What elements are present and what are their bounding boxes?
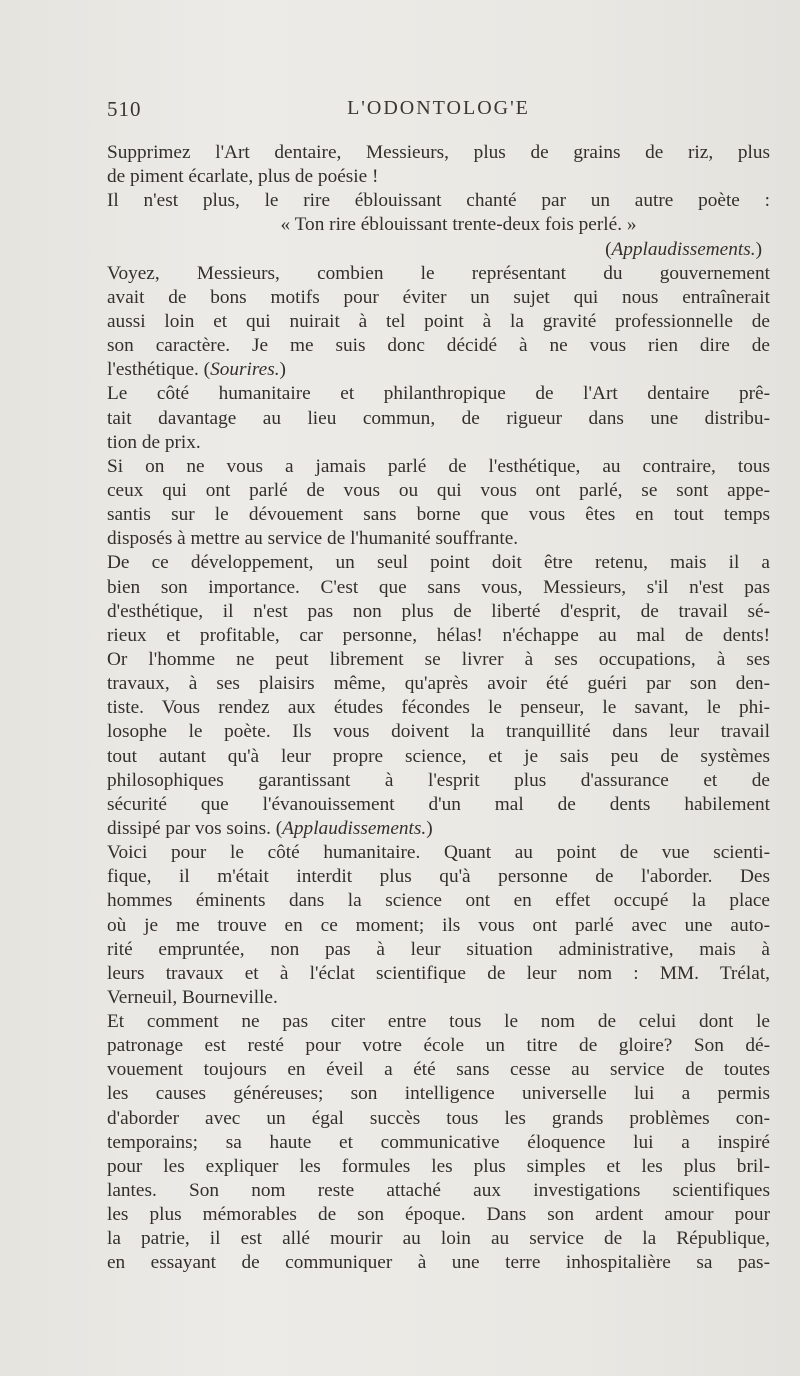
- text-line: Supprimez l'Art dentaire, Messieurs, plus de grains de riz, plus: [107, 142, 770, 163]
- text-line: aussi loin et qui nuirait à tel point à la gravité professionnelle de: [107, 310, 770, 332]
- text-line: Voyez, Messieurs, combien le représentant du gouvernement: [107, 262, 770, 284]
- text-line: disposés à mettre au service de l'humanité souffrante.: [107, 528, 519, 550]
- text-line: patronage est resté pour votre école un titre de gloire? Son dé-: [107, 1035, 770, 1057]
- text-line: lantes. Son nom reste attaché aux investigations scientifiques: [107, 1180, 770, 1202]
- running-title: L'ODONTOLOG'E: [347, 97, 530, 119]
- text-line: Voici pour le côté humanitaire. Quant au point de vue scienti-: [107, 842, 770, 864]
- text-line: en essayant de communiquer à une terre inhospitalière sa pas-: [107, 1252, 770, 1274]
- text-line: ceux qui ont parlé de vous ou qui vous ont parlé, se sont appe-: [107, 479, 770, 501]
- running-head: [107, 97, 770, 127]
- text-line: bien son importance. C'est que sans vous, Messieurs, s'il n'est pas: [107, 576, 770, 598]
- text-line: fique, il m'était interdit plus qu'à personne de l'aborder. Des: [107, 866, 770, 888]
- text-line: (Applaudissements.): [605, 238, 762, 260]
- text-line: d'aborder avec un égal succès tous les grands problèmes con-: [107, 1107, 770, 1129]
- text-line: les plus mémorables de son époque. Dans son ardent amour pour: [107, 1204, 770, 1226]
- text-line: vouement toujours en éveil a été sans cesse au service de toutes: [107, 1059, 770, 1081]
- page-number: 510: [107, 97, 142, 121]
- text-line: Or l'homme ne peut librement se livrer à ses occupations, à ses: [107, 648, 770, 670]
- text-line: les causes généreuses; son intelligence universelle lui a permis: [107, 1083, 770, 1105]
- text-line: philosophiques garantissant à l'esprit plus d'assurance et de: [107, 769, 770, 791]
- body-text: [107, 141, 770, 1276]
- text-line: sécurité que l'évanouissement d'un mal de dents habilement: [107, 793, 770, 815]
- text-line: d'esthétique, il n'est pas non plus de liberté d'esprit, de travail sé-: [107, 600, 770, 622]
- text-line: De ce développement, un seul point doit être retenu, mais il a: [107, 552, 770, 574]
- text-line: « Ton rire éblouissant trente-deux fois perlé. »: [280, 214, 637, 236]
- text-line: son caractère. Je me suis donc décidé à ne vous rien dire de: [107, 335, 770, 357]
- text-line: leurs travaux et à l'éclat scientifique de leur nom : MM. Trélat,: [107, 962, 770, 984]
- text-line: la patrie, il est allé mourir au loin au service de la République,: [107, 1228, 770, 1250]
- text-line: temporains; sa haute et communicative éloquence lui a inspiré: [107, 1131, 770, 1153]
- text-line: rieux et profitable, car personne, hélas! n'échappe au mal de dents!: [107, 624, 770, 646]
- text-line: où je me trouve en ce moment; ils vous ont parlé avec une auto-: [107, 914, 770, 936]
- text-line: losophe le poète. Ils vous doivent la tranquillité dans leur travail: [107, 721, 770, 743]
- text-line: l'esthétique. (Sourires.): [107, 359, 286, 381]
- text-line: santis sur le dévouement sans borne que vous êtes en tout temps: [107, 504, 770, 526]
- text-line: rité empruntée, non pas à leur situation administrative, mais à: [107, 938, 770, 960]
- text-line: dissipé par vos soins. (Applaudissements.): [107, 817, 433, 839]
- text-line: de piment écarlate, plus de poésie !: [107, 166, 379, 188]
- text-line: avait de bons motifs pour éviter un sujet qui nous entraînerait: [107, 286, 770, 308]
- text-line: Et comment ne pas citer entre tous le nom de celui dont le: [107, 1011, 770, 1033]
- text-line: Si on ne vous a jamais parlé de l'esthétique, au contraire, tous: [107, 455, 770, 477]
- text-line: travaux, à ses plaisirs même, qu'après avoir été guéri par son den-: [107, 673, 770, 695]
- text-line: hommes éminents dans la science ont en effet occupé la place: [107, 890, 770, 912]
- text-line: tiste. Vous rendez aux études fécondes le penseur, le savant, le phi-: [107, 697, 770, 719]
- text-line: tout autant qu'à leur propre science, et je sais peu de systèmes: [107, 745, 770, 767]
- text-line: tion de prix.: [107, 431, 201, 453]
- text-line: tait davantage au lieu commun, de rigueur dans une distribu-: [107, 407, 770, 429]
- text-line: Il n'est plus, le rire éblouissant chanté par un autre poète :: [107, 190, 770, 212]
- text-line: pour les expliquer les formules les plus simples et les plus bril-: [107, 1155, 770, 1177]
- text-line: Verneuil, Bourneville.: [107, 986, 278, 1008]
- text-line: Le côté humanitaire et philanthropique de l'Art dentaire prê-: [107, 383, 770, 405]
